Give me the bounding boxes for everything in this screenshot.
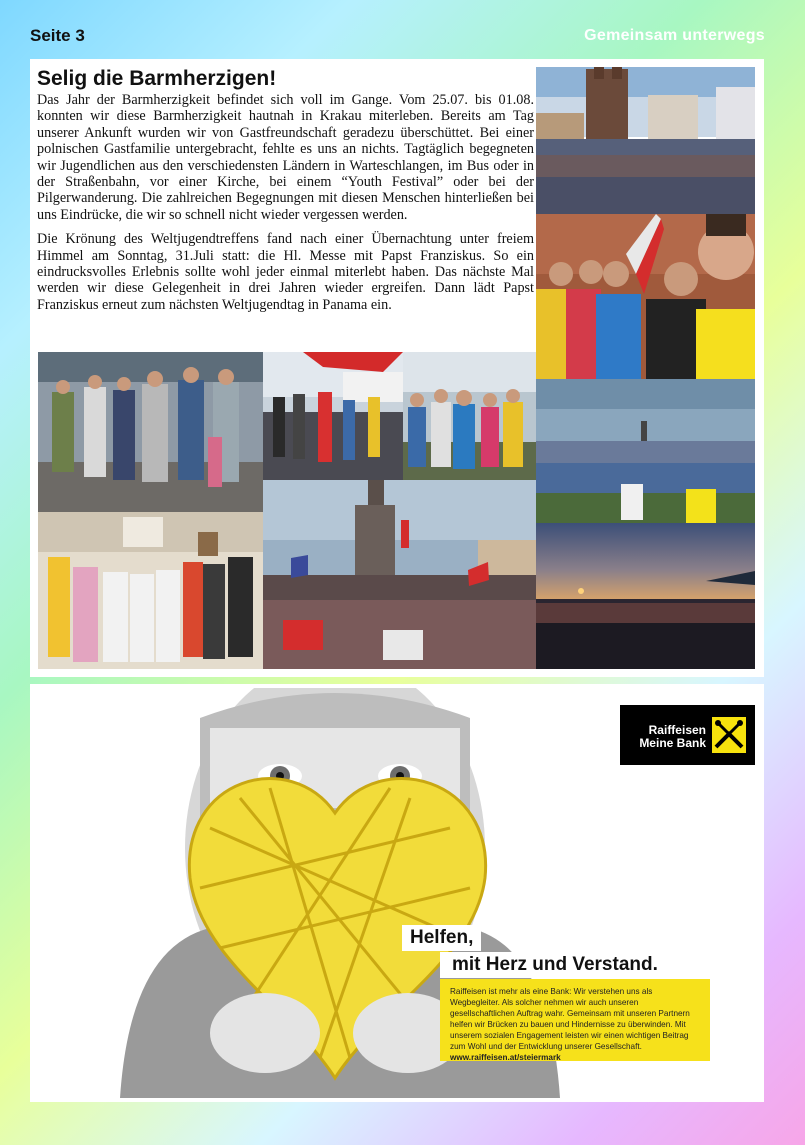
ad-website-link[interactable]: www.raiffeisen.at/steiermark (450, 1053, 561, 1062)
raiffeisen-gable-cross-icon (712, 717, 746, 753)
raiffeisen-logo[interactable] (620, 705, 755, 765)
section-title: Gemeinsam unterwegs (584, 27, 765, 44)
bank-advertisement (30, 684, 764, 1102)
logo-line-2: Meine Bank (639, 736, 706, 750)
ad-text-box (440, 979, 710, 1061)
photo-krakow-square (536, 67, 755, 214)
page-header (0, 0, 805, 60)
slogan-line-1: Helfen, (402, 925, 481, 951)
photo-evening-crowd (536, 523, 755, 669)
photo-crowd-field (536, 379, 755, 523)
article-paragraph-1: Das Jahr der Barmherzigkeit befindet sich voll im Gange. Vom 25.07. bis 01.08. konnten wir diese Barmherzigkeit hautnah in Krakau miterleben. Bereits am Tag unserer Ankunft wurden wir von Gastfreundschaft geradezu überschüttet. Bei einer polnischen Gastfamilie untergebracht, fehlte es uns an nichts. Tagtäglich begegneten wir Jugendlichen aus den verschiedensten Ländern in Warteschlangen, im Bus oder in der Straßenbahn, vor einer Kirche, bei einem “Youth Festival” oder bei der Pilgerwanderung. Die zahlreichen Begegnungen mit diesen Menschen hinterließen bei uns Eindrücke, die wir so schnell nicht wieder vergessen werden. (37, 92, 534, 223)
photo-youth-group-street (403, 352, 536, 480)
logo-wordmark (633, 724, 706, 750)
page-number: Seite 3 (30, 26, 85, 45)
photo-host-family-group (38, 512, 263, 669)
photo-train-station-group (38, 352, 263, 512)
ad-body-text: Raiffeisen ist mehr als eine Bank: Wir verstehen uns als Wegbegleiter. Als solcher nehmen wir auch unseren gesellschaftlichen Auftrag wahr. Gemeinsam mit unseren Partnern helfen wir Brücken zu bauen und Hindernisse zu überwinden. Mit unserem sozialen Engagement leisten wir einen wichtigen Beitrag zum Wohl und der Entwicklung unserer Gesellschaft. (450, 987, 690, 1051)
ad-body-copy (450, 986, 702, 1063)
logo-line-1: Raiffeisen (648, 723, 706, 737)
article-headline: Selig die Barmherzigen! (37, 67, 277, 90)
slogan-line-2: mit Herz und Verstand. (440, 952, 668, 978)
photo-group-selfie (536, 214, 755, 379)
photo-monument-crowd (263, 480, 536, 669)
article-panel (30, 59, 764, 677)
article-paragraph-2: Die Krönung des Weltjugendtreffens fand nach einer Übernachtung unter freiem Himmel am Sonntag, 31.Juli statt: die Hl. Messe mit Papst Franziskus. So ein eindrucksvolles Erlebnis sollte wohl jeder einmal miterlebt haben. Das nächste Mal werden wir diese Gelegenheit in drei Jahren wieder ergreifen. Dann lädt Papst Franziskus erneut zum nächsten Weltjugendtag in Panama ein. (37, 231, 534, 313)
photo-pilgrims-street (263, 352, 403, 480)
article-text (37, 67, 534, 321)
